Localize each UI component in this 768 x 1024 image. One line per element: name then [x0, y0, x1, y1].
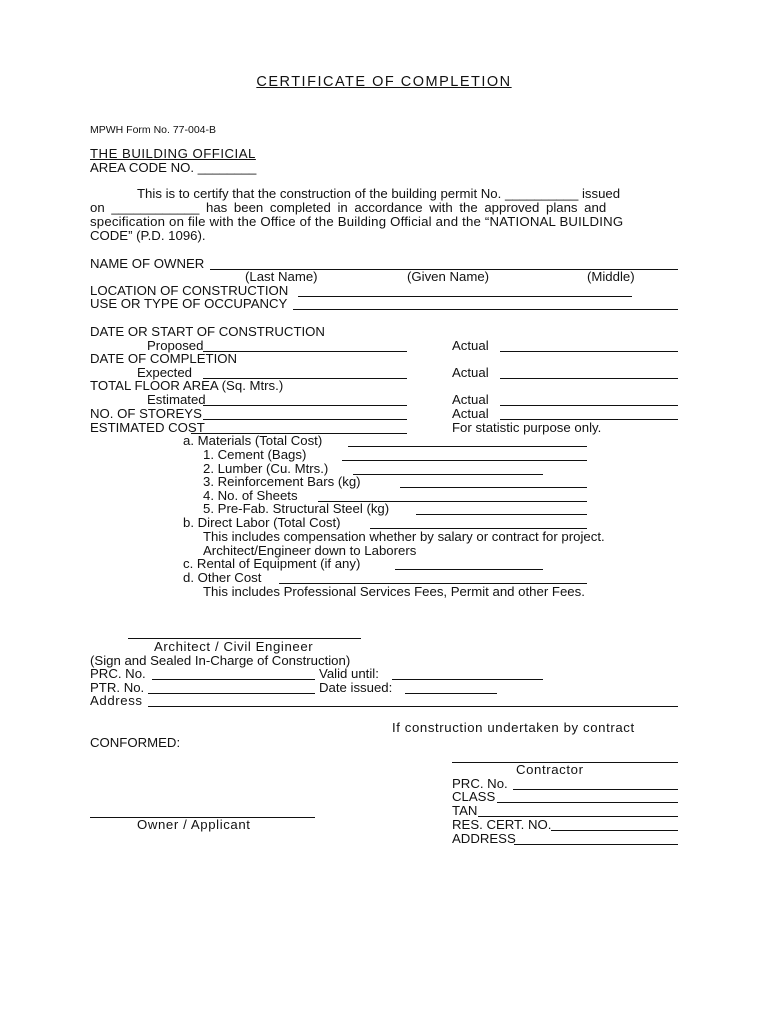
contractor-class-line[interactable] [497, 802, 678, 803]
para-line-1: This is to certify that the construction of the building permit No. __________ issued [137, 186, 621, 201]
location-label: LOCATION OF CONSTRUCTION [90, 283, 289, 298]
conformed-label: CONFORMED: [90, 735, 181, 750]
contractor-address-label: ADDRESS [452, 831, 516, 846]
actual-line-1[interactable] [500, 351, 678, 352]
location-line[interactable] [298, 296, 632, 297]
sheets-label: 4. No. of Sheets [203, 488, 298, 503]
estimated-label: Estimated [147, 392, 206, 407]
para-line-3: specification on file with the Office of the Building Official and the “NATIONAL BUILDING [90, 214, 624, 229]
actual-line-3[interactable] [500, 405, 678, 406]
contractor-tan-label: TAN [452, 803, 478, 818]
storeys-line[interactable] [203, 419, 407, 420]
proposed-label: Proposed [147, 338, 204, 353]
occupancy-line[interactable] [293, 309, 678, 310]
actual-label-1: Actual [452, 338, 489, 353]
document-title: CERTIFICATE OF COMPLETION [256, 74, 512, 90]
actual-label-4: Actual [452, 406, 489, 421]
materials-label: a. Materials (Total Cost) [183, 433, 323, 448]
owner-middle-name-caption: (Middle) [587, 269, 635, 284]
lumber-line[interactable] [353, 474, 543, 475]
rebar-label: 3. Reinforcement Bars (kg) [203, 474, 361, 489]
date-completion-label: DATE OF COMPLETION [90, 351, 238, 366]
engineer-prc-label: PRC. No. [90, 666, 146, 681]
engineer-title: Architect / Civil Engineer [154, 639, 314, 654]
contractor-prc-label: PRC. No. [452, 776, 508, 791]
lumber-label: 2. Lumber (Cu. Mtrs.) [203, 461, 329, 476]
actual-line-2[interactable] [500, 378, 678, 379]
estimated-line[interactable] [203, 405, 407, 406]
cement-line[interactable] [342, 460, 587, 461]
steel-line[interactable] [416, 514, 587, 515]
engineer-address-line[interactable] [148, 706, 678, 707]
engineer-valid-label: Valid until: [319, 666, 379, 681]
contract-note: If construction undertaken by contract [392, 720, 635, 735]
date-start-label: DATE OR START OF CONSTRUCTION [90, 324, 325, 339]
contractor-address-line[interactable] [514, 844, 678, 845]
actual-label-3: Actual [452, 392, 489, 407]
owner-label: NAME OF OWNER [90, 256, 205, 271]
owner-applicant-label: Owner / Applicant [137, 817, 251, 832]
floor-area-label: TOTAL FLOOR AREA (Sq. Mtrs.) [90, 378, 284, 393]
contractor-res-cert-label: RES. CERT. NO. [452, 817, 552, 832]
materials-line[interactable] [348, 446, 587, 447]
engineer-ptr-label: PTR. No. [90, 680, 145, 695]
actual-label-2: Actual [452, 365, 489, 380]
rebar-line[interactable] [400, 487, 587, 488]
contractor-class-label: CLASS [452, 789, 496, 804]
steel-label: 5. Pre-Fab. Structural Steel (kg) [203, 501, 390, 516]
other-cost-note: This includes Professional Services Fees, Permit and other Fees. [203, 584, 585, 599]
labor-note-2: Architect/Engineer down to Laborers [203, 543, 417, 558]
engineer-prc-line[interactable] [152, 679, 315, 680]
contractor-res-cert-line[interactable] [551, 830, 678, 831]
estimated-cost-label: ESTIMATED COST [90, 420, 205, 435]
engineer-subtitle: (Sign and Sealed In-Charge of Construction) [90, 653, 351, 668]
owner-last-name-caption: (Last Name) [245, 269, 318, 284]
area-code-field: AREA CODE NO. ________ [90, 160, 257, 175]
equipment-rental-label: c. Rental of Equipment (if any) [183, 556, 361, 571]
form-number: MPWH Form No. 77-004-B [90, 124, 217, 136]
engineer-valid-line[interactable] [392, 679, 543, 680]
direct-labor-label: b. Direct Labor (Total Cost) [183, 515, 341, 530]
building-official-heading: THE BUILDING OFFICIAL [90, 146, 256, 161]
other-cost-label: d. Other Cost [183, 570, 262, 585]
contractor-prc-line[interactable] [513, 789, 678, 790]
statistic-note: For statistic purpose only. [452, 420, 602, 435]
owner-given-name-caption: (Given Name) [407, 269, 490, 284]
expected-label: Expected [137, 365, 192, 380]
engineer-issued-line[interactable] [405, 693, 497, 694]
engineer-issued-label: Date issued: [319, 680, 393, 695]
occupancy-label: USE OR TYPE OF OCCUPANCY [90, 296, 288, 311]
para-line-4: CODE” (P.D. 1096). [90, 228, 206, 243]
cement-label: 1. Cement (Bags) [203, 447, 307, 462]
engineer-ptr-line[interactable] [148, 693, 315, 694]
storeys-label: NO. OF STOREYS [90, 406, 202, 421]
equipment-rental-line[interactable] [395, 569, 543, 570]
engineer-address-label: Address [90, 693, 143, 708]
para-line-2: on ____________ has been completed in accordance with the approved plans and [90, 200, 607, 215]
labor-note-1: This includes compensation whether by salary or contract for project. [203, 529, 605, 544]
contractor-title: Contractor [516, 762, 584, 777]
